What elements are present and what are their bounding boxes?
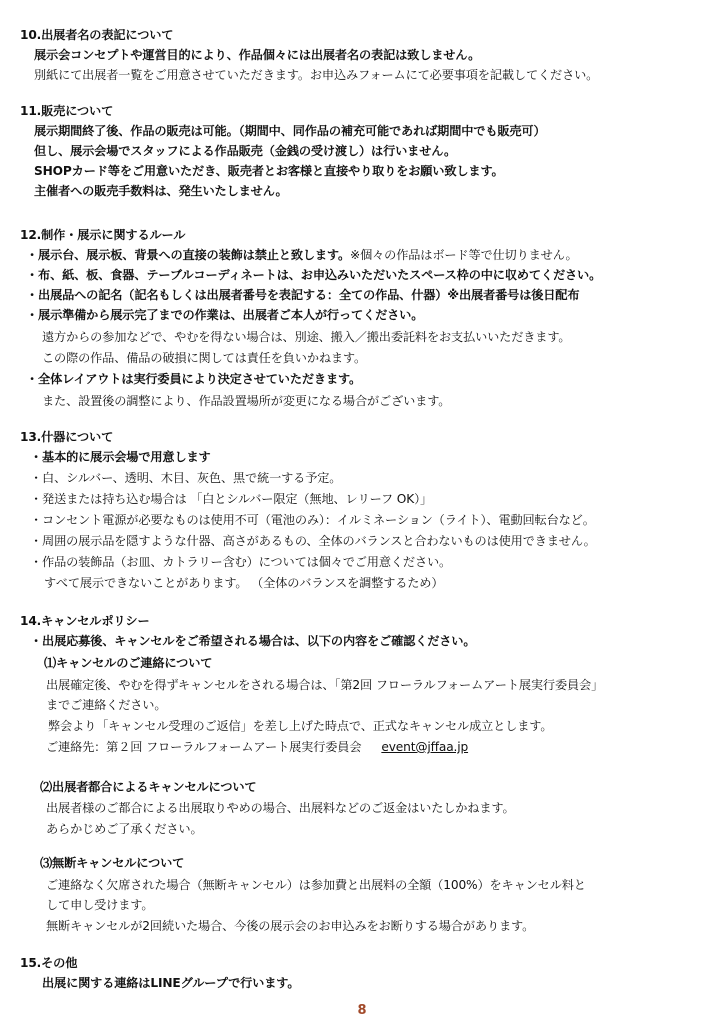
- section-13-line: ・周囲の展示品を隠すような什器、高さがあるもの、全体のバランスと合わないものは使用できません。: [30, 534, 596, 548]
- section-12-heading: 12.制作・展示に関するルール: [20, 228, 186, 242]
- contact-line: [46, 738, 468, 756]
- section-10-heading: 10.出展者名の表記について: [20, 28, 174, 42]
- cancel-contact-line: 出展確定後、やむを得ずキャンセルをされる場合は、「第2回 フローラルフォームアート展実行委員会」: [46, 678, 604, 692]
- section-12-line: ・全体レイアウトは実行委員により決定させていただきます。: [26, 372, 362, 386]
- section-15-line: 出展に関する連絡はLINEグループで行います。: [42, 976, 300, 990]
- cancel-contact-subheading: ⑴キャンセルのご連絡について: [44, 656, 213, 670]
- section-12-note: ※個々の作品はボード等で仕切りません。: [350, 248, 578, 262]
- cancel-contact-line: までご連絡ください。: [46, 698, 167, 712]
- section-12-line: 遠方からの参加などで、やむを得ない場合は、別途、搬入／搬出委託料をお支払いいただきます。: [42, 330, 571, 344]
- section-12-line: ・布、紙、板、食器、テーブルコーディネートは、お申込みいただいたスペース枠の中に収めてください。: [26, 268, 602, 282]
- section-13-line: ・コンセント電源が必要なものは使用不可（電池のみ）：イルミネーション（ライト）、電動回転台など。: [30, 513, 595, 527]
- no-show-line: 無断キャンセルが2回続いた場合、今後の展示会のお申込みをお断りする場合があります。: [46, 919, 535, 933]
- contact-label: ご連絡先：第２回 フローラルフォームアート展実行委員会: [46, 740, 362, 754]
- section-13-line: ・発送または持ち込む場合は 「白とシルバー限定（無地、レリーフ OK）」: [30, 492, 433, 506]
- section-14-intro: ・出展応募後、キャンセルをご希望される場合は、以下の内容をご確認ください。: [30, 634, 476, 648]
- section-11-line: 主催者への販売手数料は、発生いたしません。: [34, 184, 288, 198]
- section-15-heading: 15.その他: [20, 956, 78, 970]
- section-11-line: SHOPカード等をご用意いただき、販売者とお客様と直接やり取りをお願い致します。: [34, 164, 504, 178]
- section-13-line: ・白、シルバー、透明、木目、灰色、黒で統一する予定。: [30, 471, 342, 485]
- section-13-line: すべて展示できないことがあります。 （全体のバランスを調整するため）: [44, 576, 444, 590]
- no-show-line: して申し受けます。: [46, 898, 154, 912]
- section-13-line: ・作品の装飾品（お皿、カトラリー含む）については個々でご用意ください。: [30, 555, 452, 569]
- section-13-heading: 13.什器について: [20, 430, 114, 444]
- exhibitor-cancel-line: 出展者様のご都合による出展取りやめの場合、出展料などのご返金はいたしかねます。: [46, 801, 515, 815]
- exhibitor-cancel-subheading: ⑵出展者都合によるキャンセルについて: [40, 780, 257, 794]
- section-10-line: 別紙にて出展者一覧をご用意させていただきます。お申込みフォームにて必要事項を記載してください。: [34, 68, 599, 82]
- section-10-line: 展示会コンセプトや運営目的により、作品個々には出展者名の表記は致しません。: [34, 48, 481, 62]
- section-12-line: ・展示準備から展示完了までの作業は、出展者ご本人が行ってください。: [26, 308, 424, 322]
- section-12-line: また、設置後の調整により、作品設置場所が変更になる場合がございます。: [42, 394, 451, 408]
- section-11-line: 但し、展示会場でスタッフによる作品販売（金銭の受け渡し）は行いません。: [34, 144, 457, 158]
- page-number: 8: [357, 1003, 367, 1018]
- no-show-subheading: ⑶無断キャンセルについて: [40, 856, 185, 870]
- section-12-line: ・出展品への記名（記名もしくは出展者番号を表記する：全ての作品、什器）※出展者番号は後日配布: [26, 288, 580, 302]
- section-11-heading: 11.販売について: [20, 104, 114, 118]
- no-show-line: ご連絡なく欠席された場合（無断キャンセル）は参加費と出展料の全額（100%）をキャンセル料と: [46, 878, 586, 892]
- section-13-line: ・基本的に展示会場で用意します: [30, 450, 211, 464]
- contact-email-link[interactable]: event@jffaa.jp: [381, 740, 469, 754]
- section-11-line: 展示期間終了後、作品の販売は可能。（期間中、同作品の補充可能であれば期間中でも販売可）: [34, 124, 546, 138]
- section-12-rule-text: ・展示台、展示板、背景への直接の装飾は禁止と致します。: [26, 248, 351, 262]
- section-12-line: [26, 246, 578, 264]
- section-14-heading: 14.キャンセルポリシー: [20, 614, 150, 628]
- exhibitor-cancel-line: あらかじめご了承ください。: [46, 822, 203, 836]
- cancel-contact-line: 弊会より「キャンセル受理のご返信」を差し上げた時点で、正式なキャンセル成立とします。: [48, 719, 553, 733]
- section-12-line: この際の作品、備品の破損に関しては責任を負いかねます。: [42, 351, 367, 365]
